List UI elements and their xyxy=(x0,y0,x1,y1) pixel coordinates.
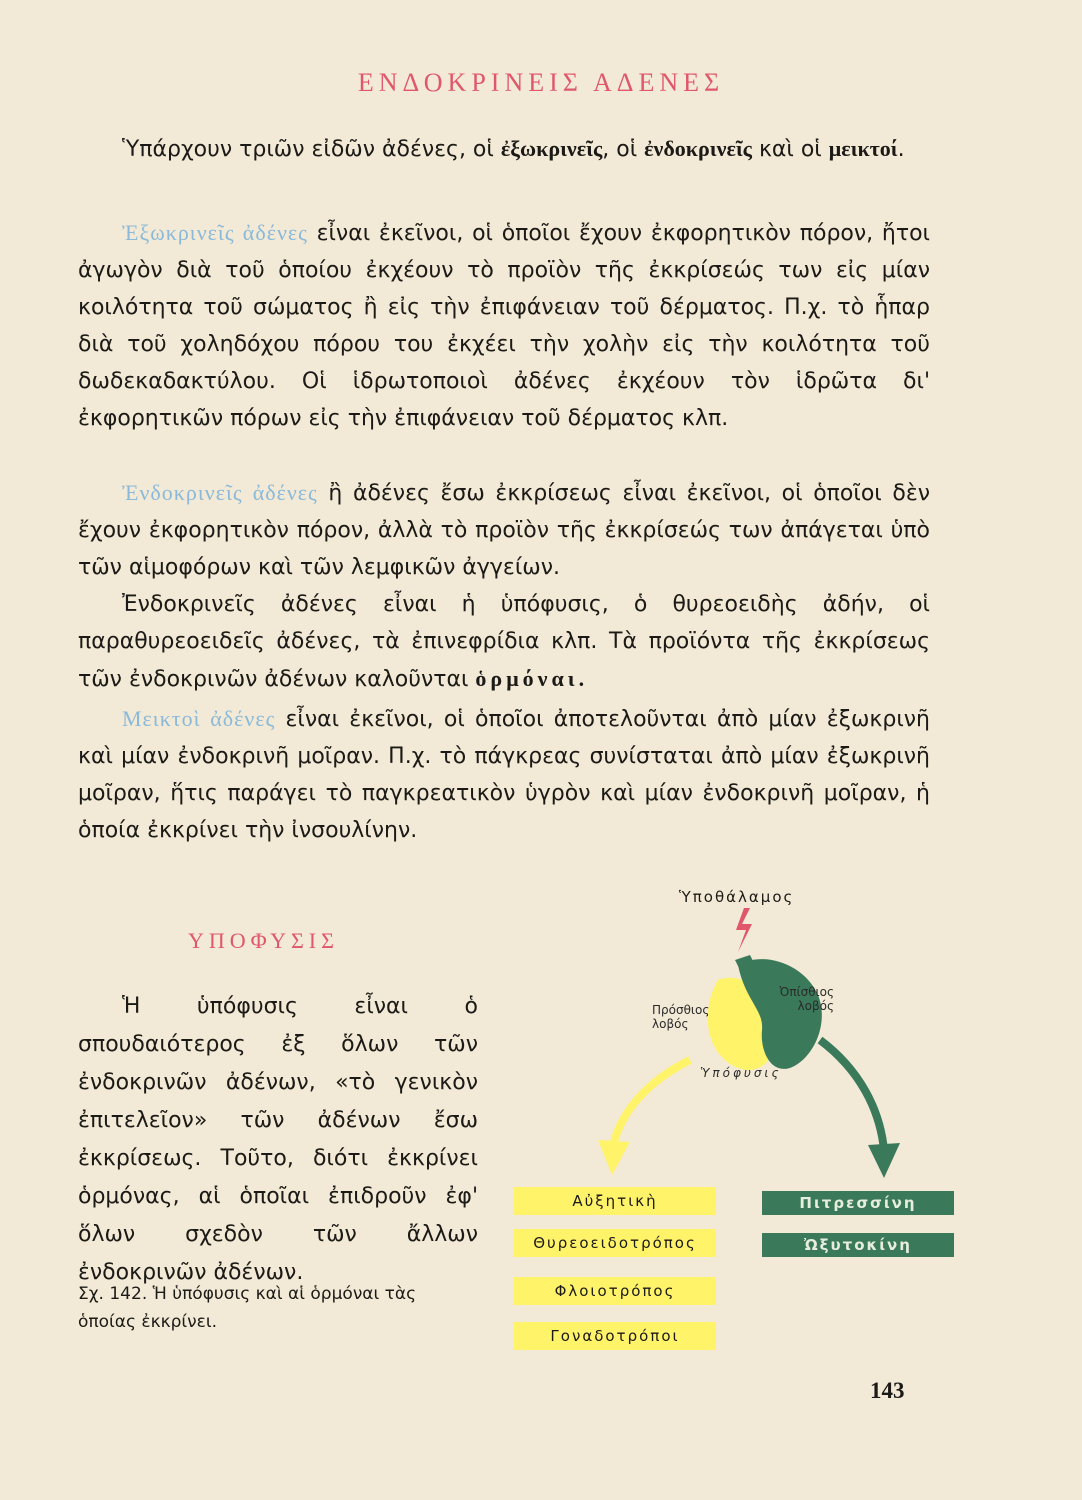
page-title: ΕΝΔΟΚΡΙΝΕΙΣ ΑΔΕΝΕΣ xyxy=(357,68,725,97)
endocrine-end: . xyxy=(578,666,585,691)
intro-text-1: Ὑπάρχουν τριῶν εἰδῶν ἀδένες, οἱ xyxy=(122,137,501,162)
yellow-arrow-curve xyxy=(612,1060,690,1150)
section-title: ΥΠΟΦΥΣΙΣ xyxy=(188,928,339,953)
intro-text-2: , οἱ xyxy=(602,137,645,162)
mixed-heading: Μεικτοὶ ἀδένες xyxy=(122,706,276,731)
hormone-pitressin: Πιτρεσσίνη xyxy=(762,1191,954,1215)
green-arrow-curve xyxy=(820,1040,884,1150)
yellow-arrow-head-icon xyxy=(598,1140,630,1175)
label-posterior-lobe: Ὀπίσθιος λοβός xyxy=(779,985,834,1013)
hormone-oxytocin: Ὠξυτοκίνη xyxy=(762,1233,954,1257)
hormone-thyrotropic: Θυρεοειδοτρόπος xyxy=(514,1229,716,1257)
term-mixed: μεικτοί xyxy=(828,136,898,161)
term-endocrine: ἐνδοκρινεῖς xyxy=(644,136,752,161)
exocrine-heading: Ἐξωκρινεῖς ἀδένες xyxy=(122,220,308,245)
hormone-gonadotropic: Γοναδοτρόποι xyxy=(514,1322,716,1350)
lightning-arrow-icon xyxy=(736,908,752,952)
term-exocrine: ἐξωκρινεῖς xyxy=(500,136,603,161)
endocrine-text: ἢ ἀδένες ἔσω ἐκκρίσεως εἶναι ἐκεῖνοι, οἱ ὁποῖοι δὲν ἔχουν ἐκφορητικὸν πόρον, ἀλλὰ τὸ προϊὸν τῆς ἐκκρίσεώς των ἀπάγεται ὑπὸ τῶν αἱμοφόρων καὶ τῶν λεμφικῶν ἀγγείων. xyxy=(78,481,930,580)
hypophysis-text: Ἡ ὑπόφυσις εἶναι ὁ σπουδαιότερος ἐξ ὅλων τῶν ἐνδοκρινῶν ἀδένων, «τὸ γενικὸν ἐπιτελεῖον» τῶν ἀδένων ἔσω ἐκκρίσεως. Τοῦτο, διότι ἐκκρίνει ὁρμόνας, αἱ ὁποῖαι ἐπιδροῦν ἐφ' ὅλων σχεδὸν τῶν ἄλλων ἐνδοκρινῶν ἀδένων. xyxy=(78,994,478,1285)
term-hormones: ὁρμόναι xyxy=(475,666,579,691)
endocrine-examples: Ἐνδοκρινεῖς ἀδένες εἶναι ἡ ὑπόφυσις, ὁ θυρεοειδὴς ἀδήν, οἱ παραθυρεοειδεῖς ἀδένες, τὰ ἐπινεφρίδια κλπ. Τὰ προϊόντα τῆς ἐκκρίσεως τῶν ἐνδοκρινῶν ἀδένων καλοῦνται xyxy=(78,592,930,692)
label-hypothalamus: Ὑποθάλαμος xyxy=(679,888,795,906)
hormone-growth: Αὐξητικὴ xyxy=(514,1187,716,1215)
label-hypophysis: Ὑπόφυσις xyxy=(700,1066,782,1080)
exocrine-text: εἶναι ἐκεῖνοι, οἱ ὁποῖοι ἔχουν ἐκφορητικὸν πόρον, ἤτοι ἀγωγὸν διὰ τοῦ ὁποίου ἐκχέουν τὸ προϊὸν τῆς ἐκκρίσεώς των εἰς μίαν κοιλότητα τοῦ σώματος ἢ εἰς τὴν ἐπιφάνειαν τοῦ δέρματος. Π.χ. τὸ ἧπαρ διὰ τοῦ χοληδόχου πόρου του ἐκχέει τὴν χολὴν εἰς τὴν κοιλότητα τοῦ δωδεκαδακτύλου. Οἱ ἱδρωτοποιοὶ ἀδένες ἐκχέουν τὸν ἱδρῶτα δι' ἐκφορητικῶν πόρων εἰς τὴν ἐπιφάνειαν τοῦ δέρματος κλπ. xyxy=(78,221,930,431)
label-anterior-lobe: Πρόσθιος λοβός xyxy=(652,1003,710,1031)
mixed-text: εἶναι ἐκεῖνοι, οἱ ὁποῖοι ἀποτελοῦνται ἀπὸ μίαν ἐξωκρινῆ καὶ μίαν ἐνδοκρινῆ μοῖραν. Π.χ. τὸ πάγκρεας συνίσταται ἀπὸ μίαν ἐξωκρινῆ μοῖραν, ἥτις παράγει τὸ παγκρεατικὸν ὑγρὸν καὶ μίαν ἐνδοκρινῆ μοῖραν, ἡ ὁποία ἐκκρίνει τὴν ἰνσουλίνην. xyxy=(78,707,930,843)
hormone-corticotropic: Φλοιοτρόπος xyxy=(514,1277,716,1305)
intro-text-3: καὶ οἱ xyxy=(751,137,829,162)
stalk-shape xyxy=(735,955,760,980)
figure-caption: Σχ. 142. Ἡ ὑπόφυσις καὶ αἱ ὁρμόναι τὰς ὁποίας ἐκκρίνει. xyxy=(78,1284,417,1332)
green-arrow-head-icon xyxy=(868,1143,900,1178)
intro-text-4: . xyxy=(897,137,905,162)
page-number: 143 xyxy=(870,1378,905,1403)
endocrine-heading: Ἐνδοκρινεῖς ἀδένες xyxy=(122,480,318,505)
